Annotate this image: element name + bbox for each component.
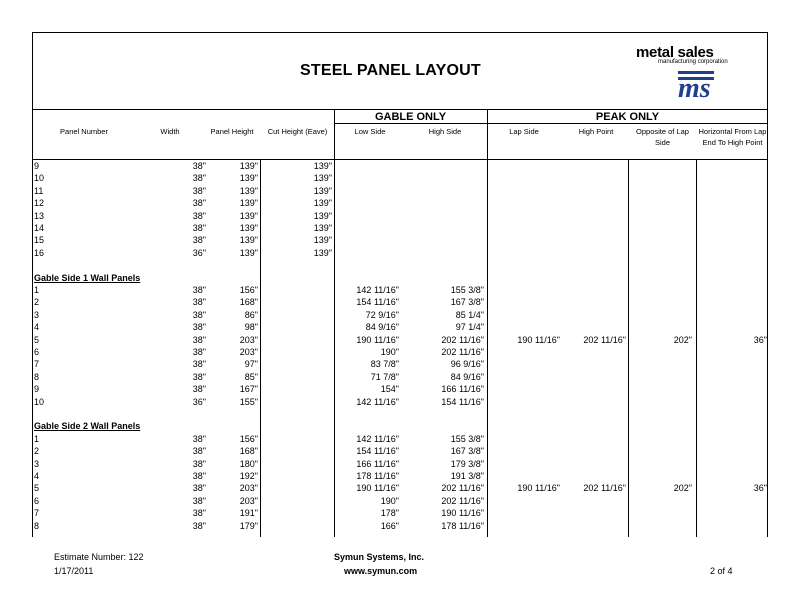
cell-width: 38" <box>192 433 206 444</box>
cell-panel-height: 168" <box>239 446 258 457</box>
table-row <box>34 210 768 222</box>
table-row <box>34 383 768 395</box>
table-row <box>34 507 768 519</box>
cell-high-side: 202 11/16" <box>441 347 484 357</box>
col-header-panel-height: Panel Height <box>210 127 254 136</box>
col-header-horizontal: Horizontal From Lap End To High Point <box>698 127 767 147</box>
cell-high-side: 85 1/4" <box>455 309 484 320</box>
cell-panel-height: 139" <box>239 173 258 184</box>
cell-panel-number: 7 <box>34 508 40 519</box>
cell-width: 38" <box>192 471 206 481</box>
table-row <box>34 296 768 308</box>
estimate-number: Estimate Number: 122 <box>54 552 144 562</box>
cell-width: 38" <box>192 520 206 531</box>
cell-panel-number: 16 <box>34 247 45 258</box>
cell-high-point: 202 11/16" <box>583 483 626 494</box>
cell-opposite-lap: 202" <box>673 334 692 345</box>
cell-high-point: 202 11/16" <box>583 334 626 345</box>
company-website: www.symun.com <box>344 566 418 576</box>
table-row <box>34 222 768 234</box>
cell-high-side: 155 3/8" <box>450 433 484 444</box>
cell-panel-height: 203" <box>239 483 258 494</box>
cell-width: 38" <box>192 285 206 295</box>
cell-panel-number: 5 <box>34 483 40 494</box>
cell-width: 38" <box>192 198 206 209</box>
table-row <box>34 458 768 470</box>
cell-high-side: 178 11/16" <box>441 520 484 531</box>
table-row <box>34 160 768 172</box>
cell-high-side: 166 11/16" <box>441 384 484 395</box>
cell-low-side: 190" <box>380 347 399 357</box>
cell-width: 38" <box>192 322 206 333</box>
cell-panel-height: 156" <box>239 433 258 444</box>
table-row <box>34 284 768 296</box>
cell-width: 38" <box>192 483 206 494</box>
cell-panel-number: 3 <box>34 458 40 469</box>
table-row <box>34 482 768 494</box>
page-number: 2 of 4 <box>710 566 733 576</box>
cell-panel-height: 168" <box>239 297 258 308</box>
col-header-cut-height: Cut Height (Eave) <box>267 127 328 136</box>
cell-panel-number: 10 <box>34 396 45 407</box>
cell-width: 38" <box>192 495 206 506</box>
table-row <box>34 197 768 209</box>
cell-panel-number: 7 <box>34 359 40 370</box>
cell-cut-height: 139" <box>313 185 332 196</box>
cell-panel-height: 139" <box>239 235 258 246</box>
table-row <box>34 321 768 333</box>
cell-low-side: 178 11/16" <box>356 471 399 481</box>
table-row <box>34 172 768 184</box>
cell-panel-number: 12 <box>34 198 45 209</box>
cell-width: 38" <box>192 347 206 357</box>
cell-width: 38" <box>192 185 206 196</box>
cell-cut-height: 139" <box>313 173 332 184</box>
cell-lap-side: 190 11/16" <box>517 483 560 494</box>
cell-panel-height: 180" <box>239 458 258 469</box>
cell-width: 38" <box>192 297 206 308</box>
table-row <box>34 247 768 259</box>
cell-low-side: 190" <box>380 495 399 506</box>
cell-panel-height: 191" <box>239 508 258 519</box>
cell-high-side: 191 3/8" <box>450 471 484 481</box>
cell-low-side: 142 11/16" <box>356 285 399 295</box>
cell-panel-height: 139" <box>239 198 258 209</box>
cell-panel-number: 11 <box>34 185 44 196</box>
cell-width: 38" <box>192 210 206 221</box>
cell-panel-height: 203" <box>239 347 258 357</box>
cell-opposite-lap: 202" <box>673 483 692 494</box>
cell-panel-number: 1 <box>34 433 40 444</box>
cell-panel-height: 139" <box>239 210 258 221</box>
cell-width: 38" <box>192 309 206 320</box>
col-header-high-point: High Point <box>578 127 614 136</box>
table-row <box>34 234 768 246</box>
cell-panel-height: 139" <box>239 161 258 171</box>
cell-panel-height: 155" <box>239 396 258 407</box>
table-row <box>34 346 768 358</box>
cell-panel-number: 2 <box>34 297 40 308</box>
table-row <box>34 185 768 197</box>
cell-panel-number: 10 <box>34 173 45 184</box>
cell-panel-height: 97" <box>244 359 258 370</box>
table-row <box>34 445 768 457</box>
group-header-gable: GABLE ONLY <box>374 111 447 123</box>
cell-high-side: 202 11/16" <box>441 334 484 345</box>
cell-low-side: 166 11/16" <box>356 458 399 469</box>
cell-low-side: 190 11/16" <box>356 483 399 494</box>
cell-panel-height: 139" <box>239 247 258 258</box>
cell-width: 36" <box>192 396 206 407</box>
cell-width: 38" <box>192 223 206 233</box>
svg-text:ms: ms <box>678 73 711 100</box>
cell-low-side: 166" <box>380 520 399 531</box>
cell-panel-height: 192" <box>239 471 258 481</box>
section-title: Gable Side 1 Wall Panels <box>34 272 141 283</box>
cell-panel-number: 5 <box>34 334 40 345</box>
cell-width: 38" <box>192 161 206 171</box>
table-row <box>34 495 768 507</box>
cell-high-side: 202 11/16" <box>441 483 484 494</box>
cell-high-side: 179 3/8" <box>450 458 484 469</box>
cell-low-side: 154 11/16" <box>356 446 399 457</box>
cell-high-side: 84 9/16" <box>450 371 484 382</box>
estimate-date: 1/17/2011 <box>54 566 94 576</box>
cell-panel-number: 8 <box>34 520 40 531</box>
cell-high-side: 202 11/16" <box>441 495 484 506</box>
cell-high-side: 167 3/8" <box>450 446 484 457</box>
cell-panel-number: 13 <box>34 210 45 221</box>
cell-panel-number: 6 <box>34 495 40 506</box>
cell-cut-height: 139" <box>313 235 332 246</box>
cell-low-side: 154" <box>380 384 399 395</box>
cell-cut-height: 139" <box>313 210 332 221</box>
cell-panel-height: 179" <box>239 520 258 531</box>
cell-panel-number: 1 <box>34 285 40 295</box>
cell-panel-number: 3 <box>34 309 40 320</box>
col-header-panel-number: Panel Number <box>60 127 108 136</box>
cell-high-side: 97 1/4" <box>455 322 484 333</box>
cell-cut-height: 139" <box>313 247 332 258</box>
cell-horizontal: 36" <box>753 483 767 494</box>
cell-width: 38" <box>192 384 206 395</box>
cell-panel-number: 6 <box>34 347 40 357</box>
group-divider <box>32 109 768 110</box>
cell-low-side: 83 7/8" <box>370 359 399 370</box>
col-header-opposite-lap: Opposite of Lap Side <box>636 127 689 147</box>
ms-logo-icon <box>676 68 738 100</box>
cell-panel-number: 14 <box>34 223 45 233</box>
cell-high-side: 190 11/16" <box>441 508 484 519</box>
logo <box>636 44 746 104</box>
cell-width: 38" <box>192 446 206 457</box>
cell-width: 38" <box>192 173 206 184</box>
col-header-lap-side: Lap Side <box>509 127 539 136</box>
cell-cut-height: 139" <box>313 198 332 209</box>
col-header-low-side: Low Side <box>354 127 386 136</box>
cell-cut-height: 139" <box>313 161 332 171</box>
cell-low-side: 72 9/16" <box>365 309 399 320</box>
table-row <box>34 396 768 408</box>
cell-width: 38" <box>192 359 206 370</box>
table-row <box>34 433 768 445</box>
cell-panel-height: 86" <box>244 309 258 320</box>
cell-high-side: 154 11/16" <box>441 396 484 407</box>
cell-width: 38" <box>192 371 206 382</box>
cell-cut-height: 139" <box>313 223 332 233</box>
cell-low-side: 142 11/16" <box>356 396 399 407</box>
table-row <box>34 358 768 370</box>
cell-lap-side: 190 11/16" <box>517 334 560 345</box>
page-title: STEEL PANEL LAYOUT <box>300 62 481 79</box>
cell-low-side: 71 7/8" <box>370 371 399 382</box>
col-header-width: Width <box>160 127 180 136</box>
cell-panel-number: 9 <box>34 161 40 171</box>
cell-low-side: 178" <box>380 508 399 519</box>
cell-low-side: 142 11/16" <box>356 433 399 444</box>
table-row <box>34 371 768 383</box>
cell-low-side: 84 9/16" <box>365 322 399 333</box>
cell-panel-height: 203" <box>239 495 258 506</box>
table-row <box>34 520 768 532</box>
cell-panel-height: 98" <box>244 322 258 333</box>
cell-panel-height: 139" <box>239 185 258 196</box>
cell-high-side: 96 9/16" <box>450 359 484 370</box>
cell-panel-number: 15 <box>34 235 45 246</box>
cell-high-side: 167 3/8" <box>450 297 484 308</box>
cell-horizontal: 36" <box>753 334 767 345</box>
cell-panel-height: 139" <box>239 223 258 233</box>
cell-panel-height: 156" <box>239 285 258 295</box>
cell-width: 38" <box>192 334 206 345</box>
logo-subtitle: manufacturing corporation <box>658 59 728 65</box>
logo-name: metal sales <box>636 44 714 61</box>
cell-panel-number: 4 <box>34 322 40 333</box>
cell-low-side: 154 11/16" <box>356 297 399 308</box>
cell-panel-number: 9 <box>34 384 40 395</box>
group-header-peak: PEAK ONLY <box>595 111 660 123</box>
cell-high-side: 155 3/8" <box>450 285 484 295</box>
cell-low-side: 190 11/16" <box>356 334 399 345</box>
cell-panel-number: 2 <box>34 446 40 457</box>
cell-panel-number: 8 <box>34 371 40 382</box>
cell-panel-number: 4 <box>34 471 40 481</box>
table-row <box>34 470 768 482</box>
cell-width: 38" <box>192 508 206 519</box>
cell-width: 36" <box>192 247 206 258</box>
cell-panel-height: 85" <box>244 371 258 382</box>
cell-panel-height: 167" <box>239 384 258 395</box>
table-row <box>34 309 768 321</box>
col-header-high-side: High Side <box>428 127 462 136</box>
group-underline <box>334 123 768 124</box>
table-row <box>34 334 768 346</box>
cell-width: 38" <box>192 235 206 246</box>
cell-panel-height: 203" <box>239 334 258 345</box>
company-name: Symun Systems, Inc. <box>334 552 425 562</box>
cell-width: 38" <box>192 458 206 469</box>
section-title: Gable Side 2 Wall Panels <box>34 421 141 432</box>
